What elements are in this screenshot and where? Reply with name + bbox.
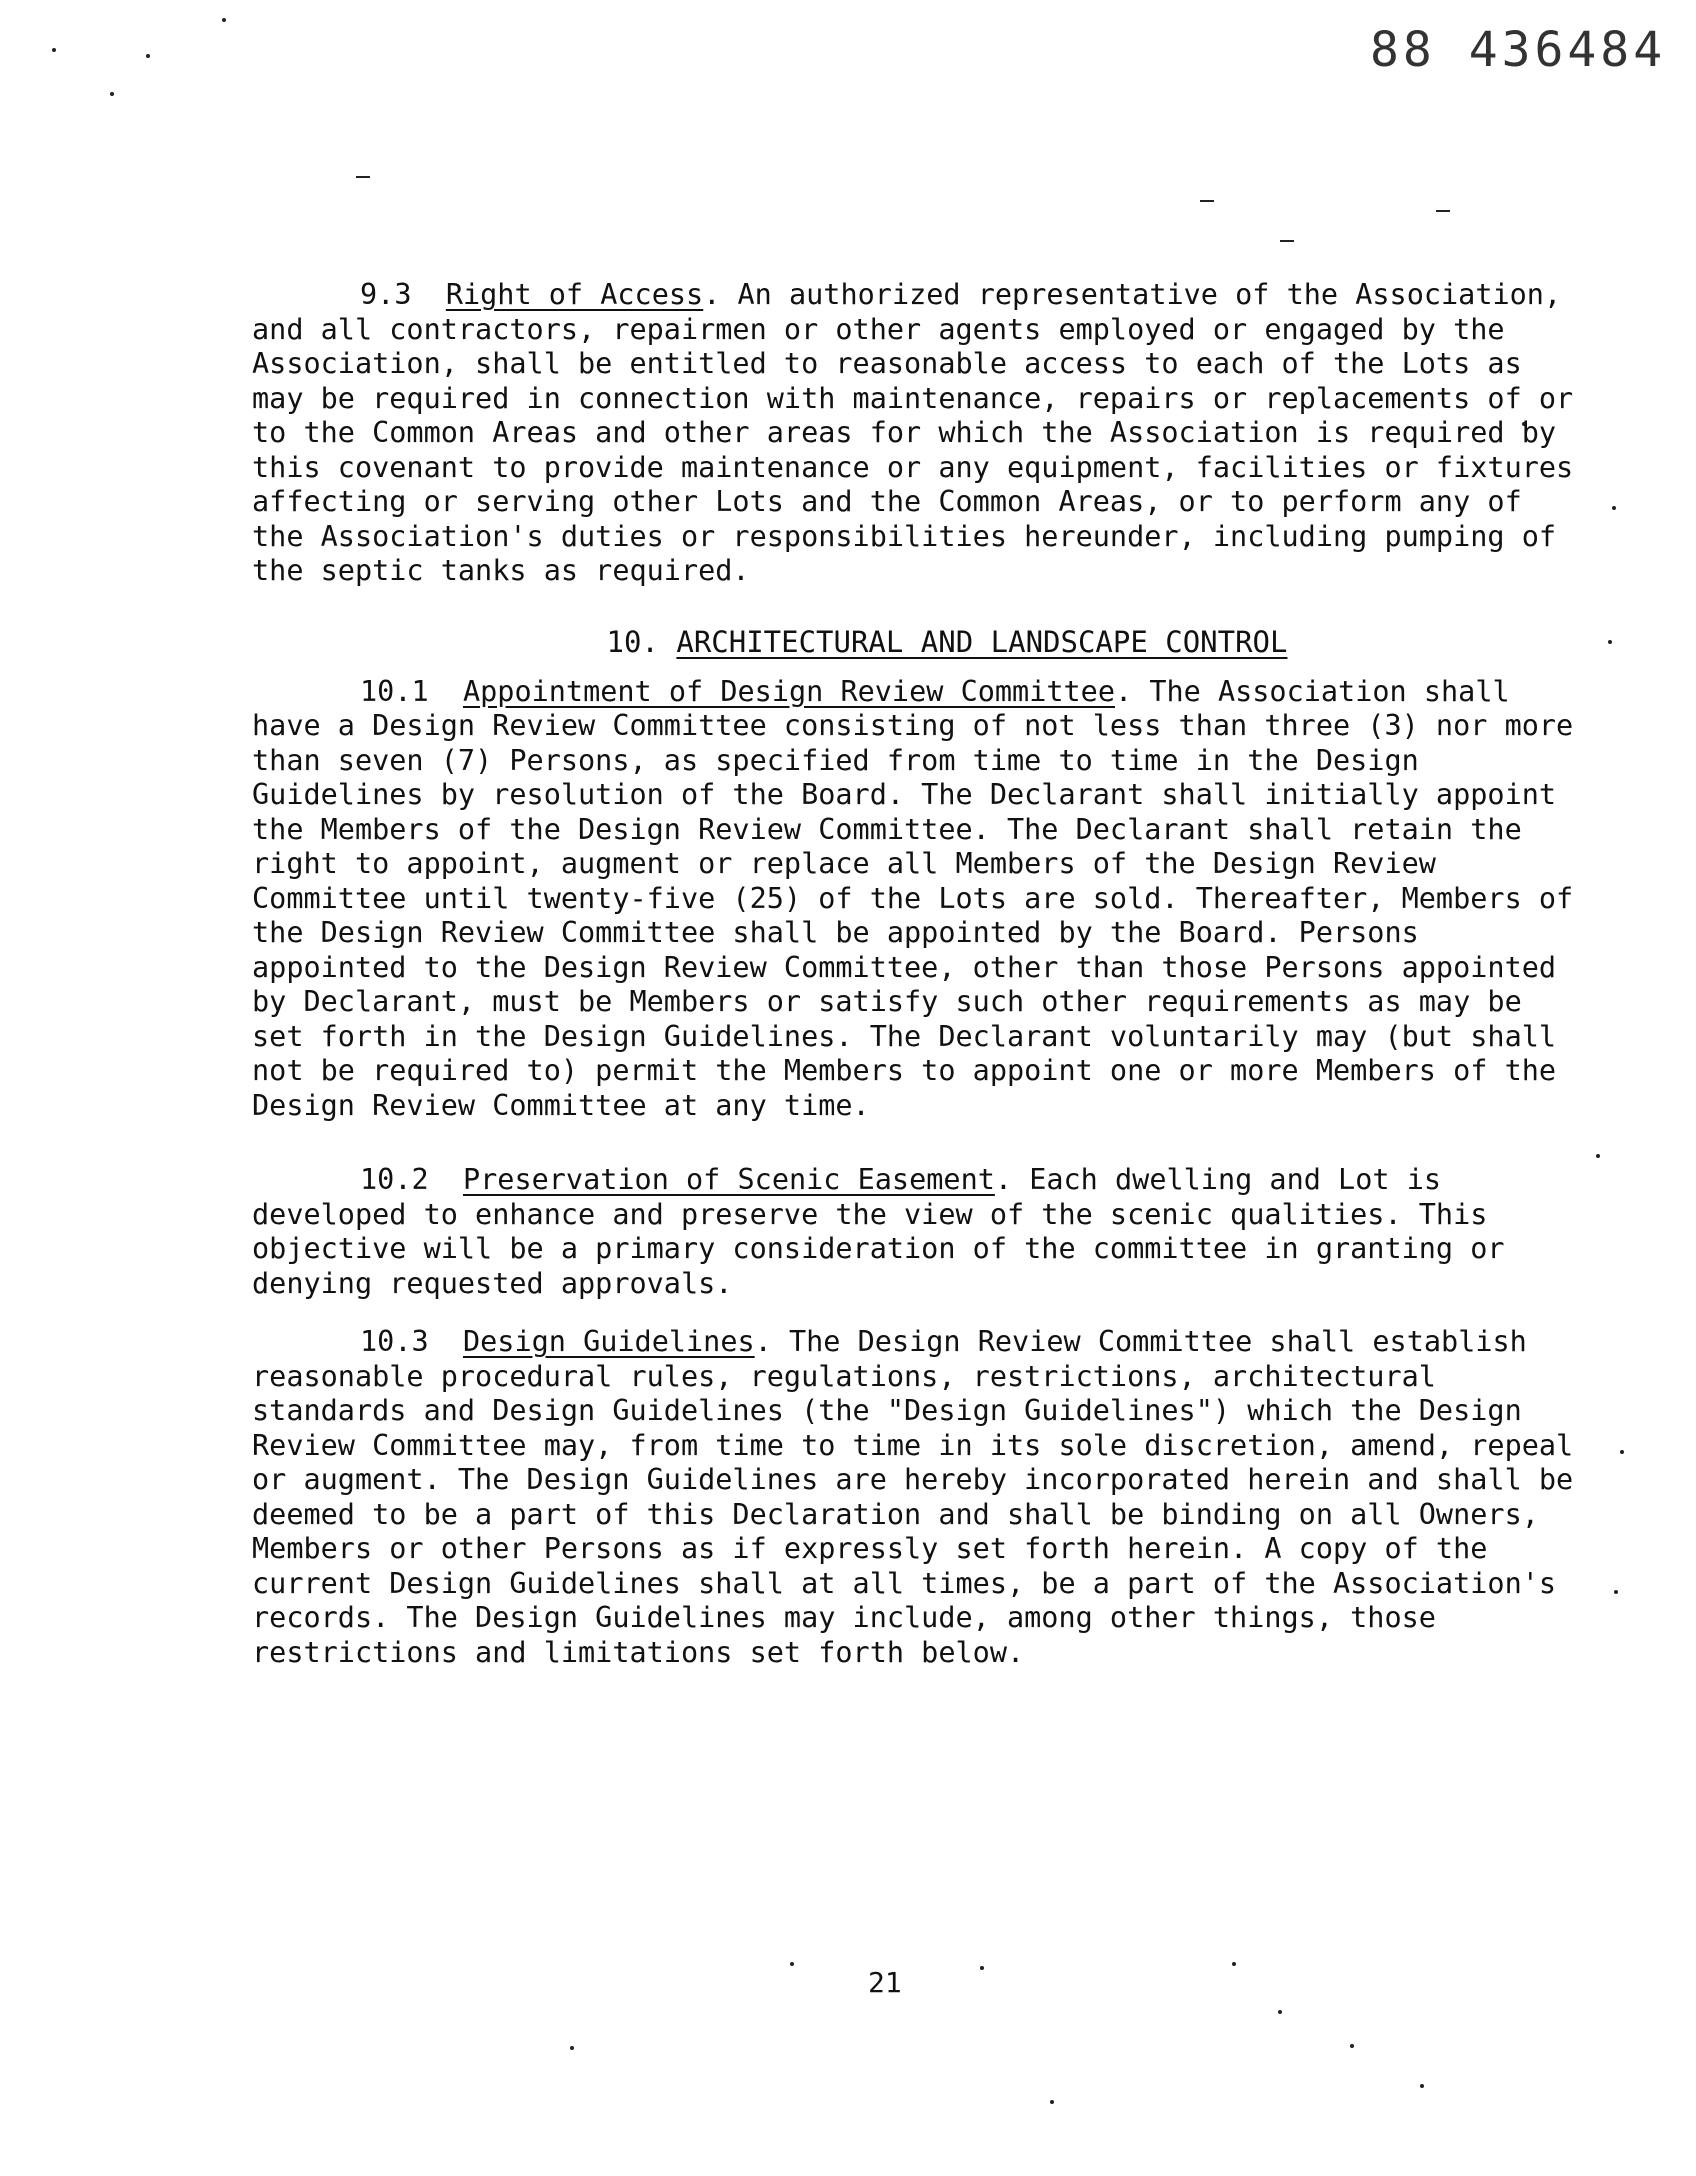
scan-mark <box>356 176 370 178</box>
document-number: 88 436484 <box>1370 22 1667 78</box>
page-number: 21 <box>868 1966 902 1999</box>
heading-title: ARCHITECTURAL AND LANDSCAPE CONTROL <box>676 624 1288 659</box>
scan-speck <box>1620 1450 1624 1454</box>
scan-mark <box>1280 240 1294 242</box>
heading-number: 10. <box>606 624 659 659</box>
scan-speck <box>1420 2084 1424 2088</box>
section-heading-10 <box>252 625 1582 659</box>
scan-speck <box>1232 1962 1236 1966</box>
section-text: . Each dwelling and Lot is developed to enhance and preserve the view of the scenic qualities. This objective will be a primary consideration of the committee in granting or denying requested approvals. <box>252 1163 1505 1300</box>
section-title: Right of Access <box>445 278 704 311</box>
section-number: 10.3 <box>360 1325 429 1358</box>
scan-speck <box>1614 1590 1618 1594</box>
scan-speck <box>1608 640 1612 644</box>
section-number: 10.2 <box>360 1163 429 1196</box>
scan-speck <box>110 92 114 96</box>
section-text: . The Association shall have a Design Review Committee consisting of not less than three (3) nor more than seven (7) Persons, as specified from time to time in the Design Guidelines by resolution of the Board. The Declarant shall initially appoint the Members of the Design Review Committee. The Declarant shall retain the right to appoint, augment or replace all Members of the Design Review Committee until twenty-five (25) of the Lots are sold. Thereafter, Members of the Design Review Committee shall be appointed by the Board. Persons appointed to the Design Review Committee, other than those Persons appointed by Declarant, must be Members or satisfy such other requirements as may be set forth in the Design Guidelines. The Declarant voluntarily may (but shall not be required to) permit the Members to appoint one or more Members of the Design Review Committee at any time. <box>252 674 1574 1122</box>
scan-mark <box>1200 200 1214 202</box>
scan-speck <box>1278 2010 1282 2014</box>
section-title: Design Guidelines <box>462 1325 755 1358</box>
scan-speck <box>570 2046 574 2050</box>
section-number: 10.1 <box>360 674 429 708</box>
scan-speck <box>790 1962 794 1966</box>
section-title: Preservation of Scenic Easement <box>462 1163 995 1196</box>
section-text: . The Design Review Committee shall establish reasonable procedural rules, regulations, restrictions, architectural standards and Design Guidelines (the "Design Guidelines") which the Design Review Committee may, from time to time in its sole discretion, amend, repeal or augment. The Design Guidelines are hereby incorporated herein and shall be deemed to be a part of this Declaration and shall be binding on all Owners, Members or other Persons as if expressly set forth herein. A copy of the current Design Guidelines shall at all times, be a part of the Association's records. The Design Guidelines may include, among other things, those restrictions and limitations set forth below. <box>252 1325 1574 1669</box>
section-10-1 <box>252 675 1582 1124</box>
section-10-3 <box>252 1325 1582 1670</box>
scan-speck <box>980 1966 984 1970</box>
section-text: . An authorized representative of the Association, and all contractors, repairmen or other agents employed or engaged by the Association, shall be entitled to reasonable access to each of the Lots as may be required in connection with maintenance, repairs or replacements of or to the Common Areas and other areas for which the Association is required by this covenant to provide maintenance or any equipment, facilities or fixtures affecting or serving other Lots and the Common Areas, or to perform any of the Association's duties or responsibilities hereunder, including pumping of the septic tanks as required. <box>252 278 1574 587</box>
scan-speck <box>1596 1154 1600 1158</box>
scan-speck <box>1350 2044 1354 2048</box>
scan-mark <box>1436 210 1450 212</box>
scan-speck <box>222 18 226 22</box>
document-body <box>252 278 1582 1670</box>
scan-speck <box>52 48 56 52</box>
section-9-3 <box>252 278 1582 589</box>
section-title: Appointment of Design Review Committee <box>462 674 1115 708</box>
section-number: 9.3 <box>360 278 412 311</box>
scan-speck <box>1050 2100 1054 2104</box>
section-10-2 <box>252 1163 1582 1301</box>
scan-speck <box>146 54 150 58</box>
scan-speck <box>1612 506 1616 510</box>
